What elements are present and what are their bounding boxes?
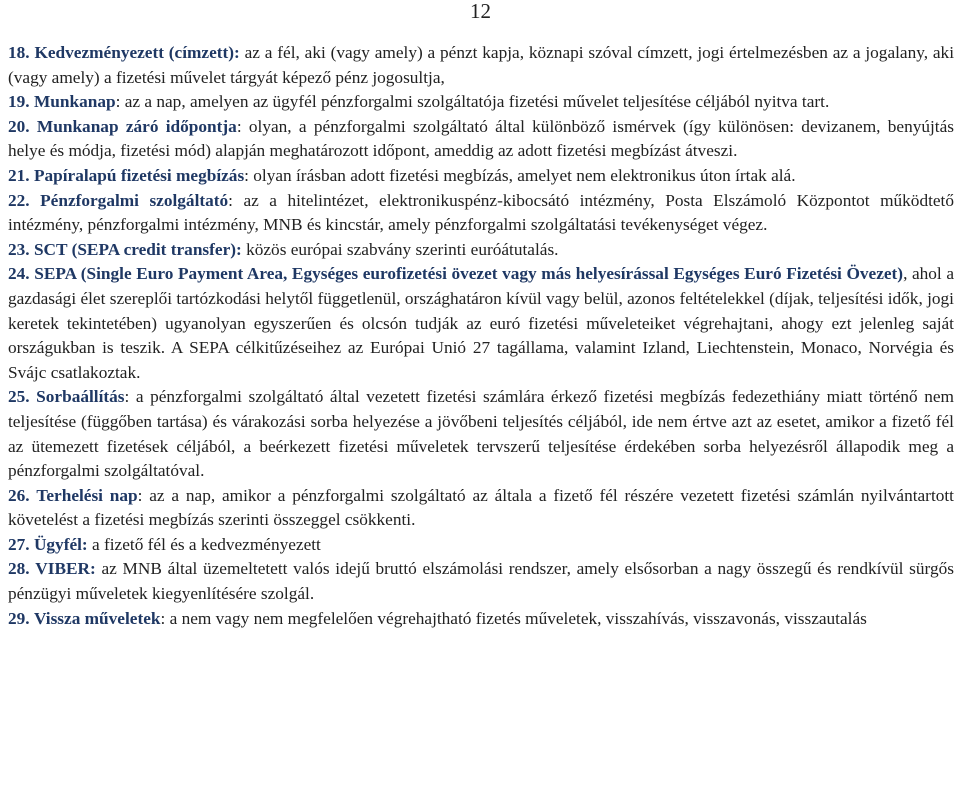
definition-21	[8, 164, 954, 189]
definition-term: Papíralapú fizetési megbízás	[33, 165, 245, 185]
definition-number: 27.	[8, 534, 30, 554]
definition-27	[8, 533, 954, 558]
definition-number: 21.	[8, 165, 30, 185]
definition-number: 25.	[8, 387, 30, 407]
definition-term: Munkanap záró időpontja	[36, 116, 237, 136]
definition-term: Munkanap	[33, 92, 116, 112]
definition-26	[8, 484, 954, 533]
definition-term: Pénzforgalmi szolgáltató	[40, 190, 229, 210]
definition-number: 26.	[8, 485, 30, 505]
definition-text: az MNB által üzemeltetett valós idejű bruttó elszámolási rendszer, amely elsősorban a nagy összegű és rendkívül sürgős pénzügyi műveletek kiegyenlítésére szolgál.	[8, 559, 954, 604]
definition-text: : olyan írásban adott fizetési megbízás, amelyet nem elektronikus úton írtak alá.	[244, 165, 796, 185]
definition-text: : a nem vagy nem megfelelően végrehajtható fizetés műveletek, visszahívás, visszavonás, visszautalás	[160, 608, 867, 628]
document-body	[8, 41, 954, 631]
definition-20	[8, 115, 954, 164]
definition-number: 20.	[8, 116, 30, 136]
definition-term: SEPA (Single Euro Payment Area, Egységes eurofizetési övezet vagy más helyesírással Egységes Euró Fizetési Övezet)	[34, 264, 904, 284]
definition-number: 28.	[8, 559, 30, 579]
definition-text: : olyan, a pénzforgalmi szolgáltató által különböző ismérvek (így különösen: devizanem, benyújtás helye és módja, fizetési mód) alapján meghatározott időpont, ameddig az adott fizetési megbízást átveszi.	[8, 116, 954, 161]
definition-term: Terhelési nap	[36, 485, 138, 505]
definition-term: Vissza műveletek	[33, 608, 161, 628]
definition-23	[8, 238, 954, 263]
definition-text: : az a nap, amikor a pénzforgalmi szolgáltató az általa a fizető fél részére vezetett fizetési számlán nyilvántartott követelést a fizetési megbízás szerinti összeggel csökkenti.	[8, 485, 954, 530]
definition-25	[8, 385, 954, 483]
definition-29	[8, 607, 954, 632]
definition-term: SCT (SEPA credit transfer):	[33, 239, 242, 259]
definition-text: , ahol a gazdasági élet szereplői tartózkodási helytől függetlenül, országhatáron kívül vagy belül, azonos feltételekkel (díjak, teljesítési idők, jogi keretek tekintetében) ugyanolyan egyszerűen és olcsón tudják az euró fizetési műveleteiket végrehajtani, ahogy ezt jelenleg saját országukban is teszik. A SEPA célkitűzéseihez az Európai Unió 27 tagállama, valamint Izland, Liechtenstein, Monaco, Norvégia és Svájc csatlakoztak.	[8, 264, 954, 382]
definition-number: 18.	[8, 43, 30, 62]
definition-text: a fizető fél és a kedvezményezett	[87, 534, 321, 554]
definition-text: az a fél, aki (vagy amely) a pénzt kapja, köznapi szóval címzett, jogi értelmezésben az a jogalany, aki (vagy amely) a fizetési művelet tárgyát képező pénz jogosultja,	[8, 43, 955, 87]
definition-18	[8, 41, 954, 90]
definition-28	[8, 557, 954, 606]
definition-term: Ügyfél:	[33, 534, 88, 554]
definition-number: 22.	[8, 190, 30, 210]
definition-term: Kedvezményezett (címzett):	[34, 43, 240, 62]
definition-text: : az a nap, amelyen az ügyfél pénzforgalmi szolgáltatója fizetési művelet teljesítése céljából nyitva tart.	[115, 92, 830, 112]
definition-24	[8, 262, 954, 385]
definition-text: : az a hitelintézet, elektronikuspénz-kibocsátó intézmény, Posta Elszámoló Központot működtető intézmény, pénzforgalmi intézmény, MNB és kincstár, amely pénzforgalmi szolgáltatási tevékenységet végez.	[8, 190, 954, 235]
definition-text: : a pénzforgalmi szolgáltató által vezetett fizetési számlára érkező fizetési megbízás fedezethiány miatt történő nem teljesítése (függőben tartása) és várakozási sorba helyezése a jövőbeni teljesítés céljából, ide nem értve azt az esetet, amikor a fizető fél az ütemezett fizetések céljából, a beérkezett fizetési műveletek tervszerű teljesítése érdekében sorba helyezésről állapodik meg a pénzforgalmi szolgáltatóval.	[8, 387, 954, 481]
page-number: 12	[470, 0, 491, 23]
definition-number: 29.	[8, 608, 30, 628]
definition-term: VIBER:	[35, 559, 96, 579]
definition-number: 24.	[8, 264, 30, 284]
definition-19	[8, 90, 954, 115]
definition-22	[8, 189, 954, 238]
definition-text: közös európai szabvány szerinti euróátutalás.	[241, 239, 559, 259]
definition-number: 23.	[8, 239, 30, 259]
definition-term: Sorbaállítás	[36, 387, 125, 407]
definition-number: 19.	[8, 92, 30, 112]
